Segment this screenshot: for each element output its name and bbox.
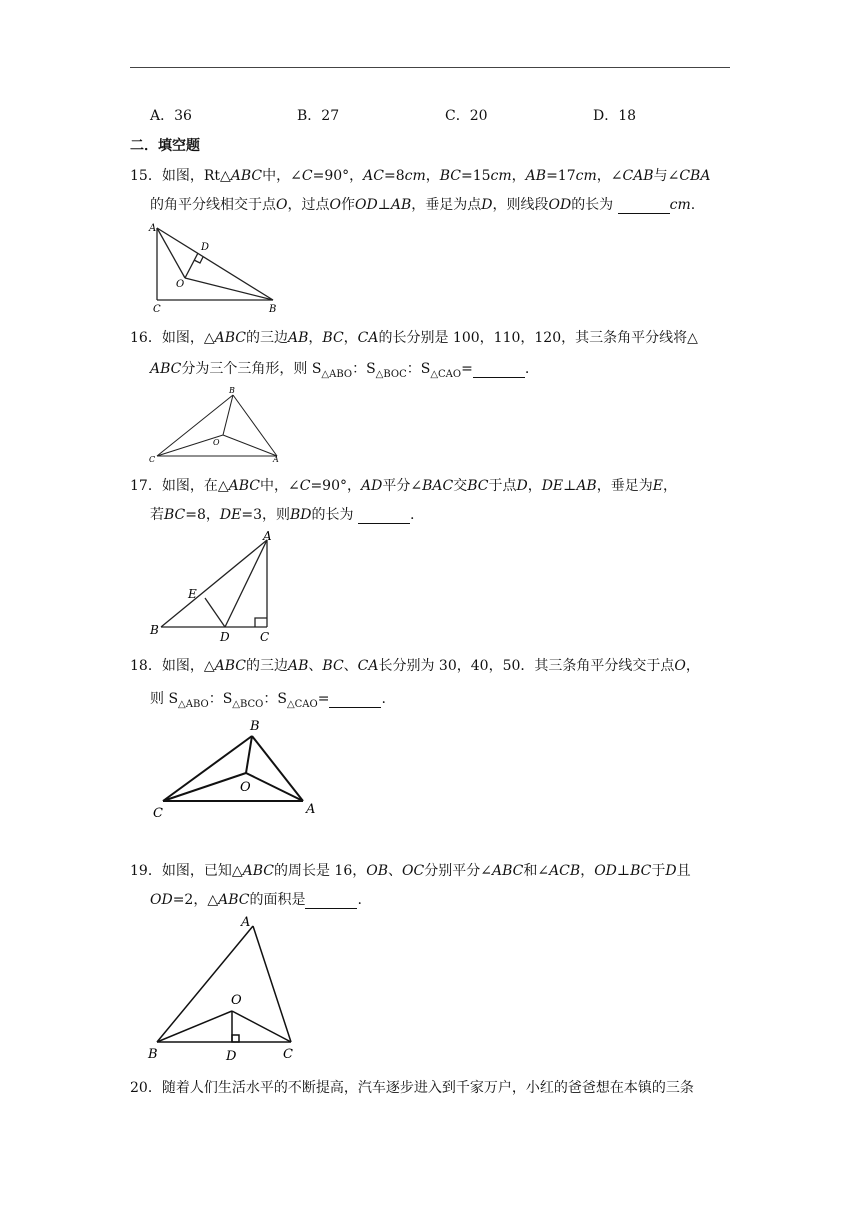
- q19-label-a: A: [241, 915, 251, 930]
- header-rule: [130, 67, 730, 68]
- q15-line2: 的角平分线相交于点O，过点O作OD⊥AB，垂足为点D，则线段OD的长为 cm.: [150, 197, 696, 213]
- choice-b: B．27: [297, 108, 340, 124]
- q17-line2: 若BC=8，DE=3，则BD的长为 .: [150, 507, 415, 523]
- section-title: 二．填空题: [130, 138, 200, 154]
- q18-answer-blank[interactable]: [329, 691, 381, 708]
- q18-label-a: A: [306, 802, 316, 817]
- q15-label-a: A: [149, 223, 157, 234]
- q17-figure: [145, 528, 285, 644]
- choice-d: D．18: [593, 108, 637, 124]
- q15-line1: 15．如图，Rt△ABC中，∠C=90°，AC=8cm，BC=15cm，AB=17cm，∠CAB与∠CBA: [130, 168, 711, 184]
- q19-figure: [145, 910, 305, 1065]
- q16-label-b: B: [229, 386, 235, 395]
- q16-label-o: O: [213, 438, 220, 447]
- q19-label-b: B: [148, 1047, 158, 1062]
- q19-label-d: D: [226, 1049, 237, 1064]
- q15-figure: [145, 220, 285, 315]
- q16-line2: ABC分为三个三角形，则 $S_{\triangle ABO}$：$S_{\triangle BOC}$：$S_{\triangle CAO}=$ .: [150, 361, 530, 380]
- q15-answer-blank[interactable]: [618, 197, 670, 214]
- q16-label-c: C: [149, 455, 156, 464]
- q19-label-o: O: [231, 993, 242, 1008]
- q15-label-o: O: [176, 279, 185, 290]
- choice-c: C．20: [445, 108, 488, 124]
- q19-line1: 19．如图，已知△ABC的周长是 16，OB、OC分别平分∠ABC和∠ACB，OD⊥BC于D且: [130, 863, 691, 879]
- q17-label-c: C: [260, 630, 270, 644]
- q17-label-d: D: [220, 630, 230, 644]
- q16-label-a: A: [273, 455, 279, 464]
- q20-line1: 20．随着人们生活水平的不断提高，汽车逐步进入到千家万户，小红的爸爸想在本镇的三条: [130, 1080, 694, 1096]
- q18-label-o: O: [240, 780, 251, 795]
- q17-line1: 17．如图，在△ABC中，∠C=90°，AD平分∠BAC交BC于点D，DE⊥AB，垂足为E，: [130, 478, 677, 494]
- q17-label-e: E: [188, 587, 197, 601]
- q15-label-b: B: [269, 304, 277, 315]
- q18-line1: 18．如图，△ABC的三边AB、BC、CA长分别为 30，40，50．其三条角平分线交于点O，: [130, 658, 700, 674]
- choice-a: A．36: [150, 108, 192, 124]
- q18-line2: 则 $S_{\triangle ABO}$：$S_{\triangle BCO}$：$S_{\triangle CAO}=$ .: [150, 691, 386, 710]
- q19-answer-blank[interactable]: [305, 892, 357, 909]
- q19-line2: OD=2，△ABC的面积是 .: [150, 892, 362, 908]
- q19-label-c: C: [283, 1047, 293, 1062]
- q16-figure: [145, 383, 285, 465]
- q18-figure: [145, 713, 325, 823]
- q16-answer-blank[interactable]: [473, 361, 525, 378]
- q18-label-c: C: [153, 806, 163, 821]
- q17-answer-blank[interactable]: [358, 507, 410, 524]
- q16-line1: 16．如图，△ABC的三边AB，BC，CA的长分别是 100，110，120，其三条角平分线将△: [130, 330, 698, 346]
- q15-label-d: D: [201, 242, 210, 253]
- q18-label-b: B: [250, 719, 260, 734]
- q17-label-b: B: [150, 623, 159, 637]
- q17-label-a: A: [263, 529, 272, 543]
- q15-label-c: C: [153, 304, 161, 315]
